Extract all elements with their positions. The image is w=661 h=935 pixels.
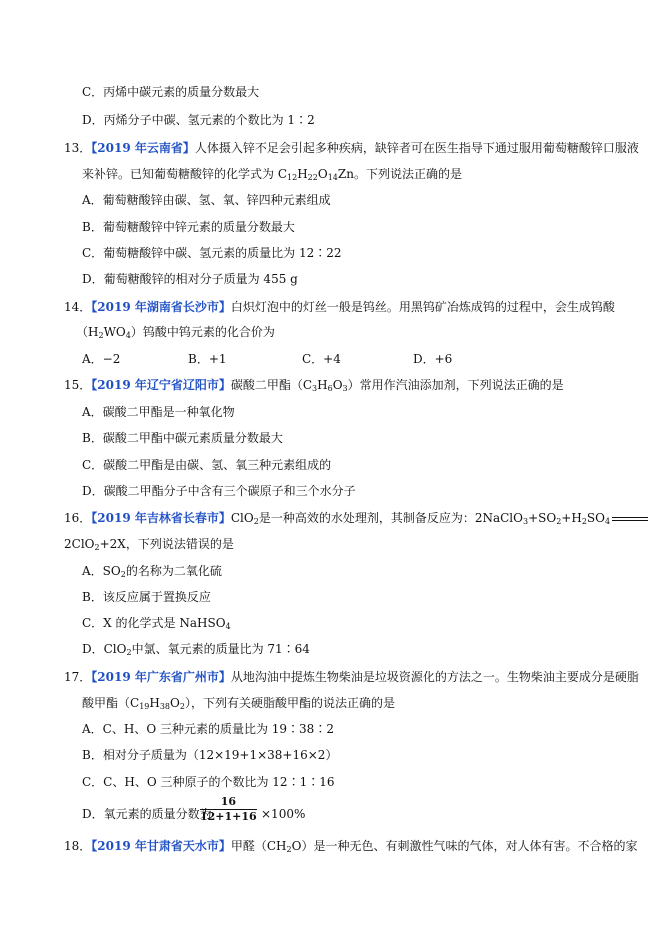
question-text: ），下列有关硬脂酸甲酯的说法正确的是 (184, 696, 395, 710)
question-source: 【2019 年辽宁省辽阳市】 (91, 378, 231, 392)
option-text: 的名称为二氧化硫 (125, 564, 222, 578)
subscript: 2 (94, 543, 100, 552)
q17-stem-line2 (82, 695, 395, 711)
q13-option-c: C．葡萄糖酸锌中碳、氢元素的质量比为 12∶22 (82, 246, 342, 260)
subscript: 22 (307, 173, 318, 182)
formula-part: WO (103, 325, 126, 339)
fraction-numerator: 16 (200, 795, 257, 810)
question-text: 酸甲酯（C (82, 696, 140, 710)
equals-sign-icon (612, 517, 648, 521)
subscript: 2 (120, 570, 126, 579)
option-text: A．SO (82, 564, 121, 578)
q16-stem-line1 (64, 510, 648, 526)
question-number: 18． (64, 839, 92, 853)
question-source: 【2019 年湖南省长沙市】 (91, 300, 231, 314)
question-number: 17． (64, 670, 92, 684)
subscript: 4 (225, 622, 231, 631)
subscript: 2 (286, 845, 292, 854)
question-text: +2X，下列说法错误的是 (99, 537, 234, 551)
subscript: 2 (179, 702, 185, 711)
subscript: 2 (556, 517, 562, 526)
q15-option-a: A．碳酸二甲酯是一种氧化物 (82, 405, 235, 419)
q15-stem-line1 (64, 377, 564, 393)
option-text: C．X 的化学式是 NaHSO (82, 616, 226, 630)
question-text: ）常用作汽油添加剂，下列说法正确的是 (347, 378, 564, 392)
question-text: 白炽灯泡中的灯丝一般是钨丝。用黑钨矿冶炼成钨的过程中，会生成钨酸 (230, 300, 615, 314)
q15-option-d: D．碳酸二甲酯分子中含有三个碳原子和三个水分子 (82, 484, 356, 498)
question-text: （H (76, 325, 99, 339)
question-text: O）是一种无色、有刺激性气味的气体，对人体有害。不合格的家 (291, 839, 638, 853)
subscript: 2 (581, 517, 587, 526)
q15-option-c: C．碳酸二甲酯是由碳、氢、氧三种元素组成的 (82, 458, 332, 472)
question-text: 是一种高效的水处理剂，其制备反应为：2NaClO (258, 511, 523, 525)
subscript: 12 (287, 173, 298, 182)
q14-stem-line1 (64, 299, 615, 315)
q15-option-b: B．碳酸二甲酯中碳元素质量分数最大 (82, 431, 283, 445)
q16-option-c (82, 615, 231, 631)
formula-part: O (332, 378, 343, 392)
question-text: 甲醛（CH (230, 839, 287, 853)
q17-option-c: C．C、H、O 三种原子的个数比为 12∶1∶16 (82, 775, 335, 789)
question-number: 16． (64, 511, 92, 525)
q17-option-b: B．相对分子质量为（12×19+1×38+16×2） (82, 748, 338, 762)
question-text: 来补锌。已知葡萄糖酸锌的化学式为 C (82, 167, 287, 181)
q17-option-a: A．C、H、O 三种元素的质量比为 19∶38∶2 (82, 722, 334, 736)
fraction-denominator: 12+1+16 (200, 810, 257, 823)
q16-option-a (82, 563, 222, 579)
subscript: 14 (327, 173, 338, 182)
subscript: 3 (342, 384, 348, 393)
q16-option-b: B．该反应属于置换反应 (82, 590, 211, 604)
q13-stem-line1 (64, 140, 639, 156)
formula-part: H (149, 696, 160, 710)
formula-part: +SO (528, 511, 557, 525)
subscript: 3 (312, 384, 318, 393)
question-text: 人体摄入锌不足会引起多种疾病，缺锌者可在医生指导下通过服用葡萄糖酸锌口服液 (194, 141, 639, 155)
formula-part: H (317, 378, 328, 392)
formula-part: 2ClO (64, 537, 95, 551)
formula-part: ClO (230, 511, 254, 525)
subscript: 4 (125, 331, 131, 340)
q12-option-c: C．丙烯中碳元素的质量分数最大 (82, 85, 260, 99)
q13-option-b: B．葡萄糖酸锌中锌元素的质量分数最大 (82, 220, 295, 234)
formula-part: +H (561, 511, 582, 525)
subscript: 6 (327, 384, 333, 393)
subscript: 4 (604, 517, 611, 526)
q14-option-c: C．+4 (302, 352, 341, 366)
question-source: 【2019 年云南省】 (91, 141, 195, 155)
q16-stem-line2 (64, 536, 234, 552)
q12-option-d: D．丙烯分子中碳、氢元素的个数比为 1∶2 (82, 113, 315, 127)
question-number: 13． (64, 141, 92, 155)
question-number: 14． (64, 300, 92, 314)
q13-option-a: A．葡萄糖酸锌由碳、氢、氧、锌四种元素组成 (82, 193, 331, 207)
q17-option-d: D．氧元素的质量分数为 (82, 807, 212, 821)
q13-option-d: D．葡萄糖酸锌的相对分子质量为 455 g (82, 272, 298, 286)
question-text: 从地沟油中提炼生物柴油是垃圾资源化的方法之一。生物柴油主要成分是硬脂 (230, 670, 639, 684)
mass-fraction-expression (200, 795, 257, 824)
q14-option-a: A．−2 (82, 352, 121, 366)
option-text: D．ClO (82, 642, 127, 656)
subscript: 38 (159, 702, 171, 711)
question-source: 【2019 年广东省广州市】 (91, 670, 231, 684)
subscript: 3 (522, 517, 529, 526)
q14-option-b: B．+1 (188, 352, 227, 366)
question-text: 碳酸二甲酯（C (230, 378, 313, 392)
question-source: 【2019 年甘肃省天水市】 (91, 839, 231, 853)
subscript: 2 (253, 517, 259, 526)
question-source: 【2019 年吉林省长春市】 (91, 511, 231, 525)
formula-part: SO (586, 511, 605, 525)
q18-stem-line1 (64, 838, 637, 854)
formula-part: O (170, 696, 180, 710)
subscript: 2 (126, 648, 132, 657)
q14-stem-line2 (76, 324, 275, 340)
q16-option-d (82, 641, 310, 657)
subscript: 2 (98, 331, 104, 340)
question-text: ）钨酸中钨元素的化合价为 (130, 325, 275, 339)
subscript: 19 (139, 702, 150, 711)
formula-part: O (317, 167, 328, 181)
formula-part: H (297, 167, 308, 181)
question-text: Zn。下列说法正确的是 (337, 167, 462, 181)
q17-option-d-tail: ×100% (261, 807, 306, 821)
q13-stem-line2 (82, 166, 462, 182)
question-number: 15． (64, 378, 92, 392)
q17-stem-line1 (64, 669, 639, 685)
q14-option-d: D．+6 (413, 352, 453, 366)
option-text: 中氯、氧元素的质量比为 71∶64 (131, 642, 310, 656)
